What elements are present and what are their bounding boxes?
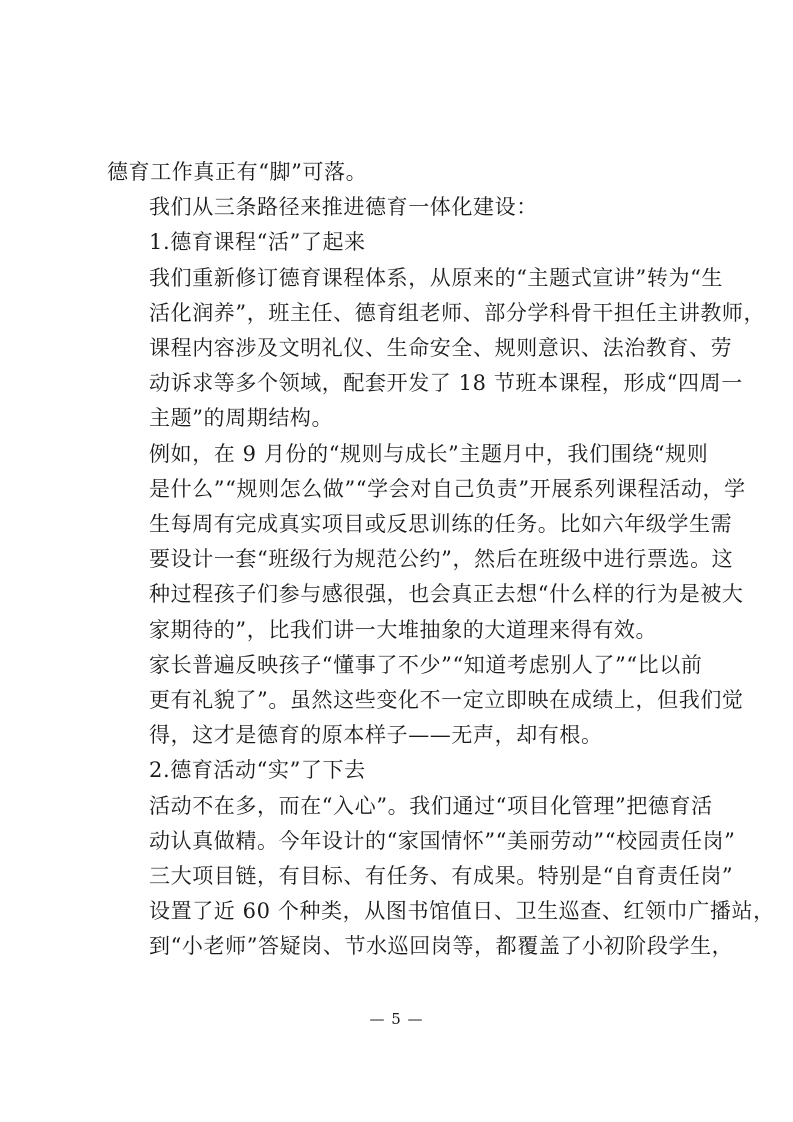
document-body — [107, 155, 775, 965]
text-line: 例如，在 9 月份的“规则与成长”主题月中，我们围绕“规则 — [149, 441, 709, 466]
text-line: 主题”的周期结构。 — [149, 406, 334, 431]
text-line: 种过程孩子们参与感很强，也会真正去想“什么样的行为是被大 — [149, 582, 744, 607]
paragraph — [107, 261, 766, 437]
text-line: 到“小老师”答疑岗、节水巡回岗等，都覆盖了小初阶段学生， — [149, 934, 734, 959]
paragraph — [107, 648, 744, 754]
text-line: 我们从三条路径来推进德育一体化建设： — [149, 195, 538, 220]
text-line: 生每周有完成真实项目或反思训练的任务。比如六年级学生需 — [149, 512, 733, 537]
paragraph — [107, 155, 692, 190]
text-line: 课程内容涉及文明礼仪、生命安全、规则意识、法治教育、劳 — [149, 336, 733, 361]
text-line: 是什么”“规则怎么做”“学会对自己负责”开展系列课程活动，学 — [149, 476, 746, 501]
text-line: 动认真做精。今年设计的“家国情怀”“美丽劳动”“校园责任岗” — [149, 828, 736, 853]
page-number: — 5 — — [369, 1010, 424, 1028]
text-line: 家期待的”，比我们讲一大堆抽象的大道理来得有效。 — [149, 617, 658, 642]
text-line: 2.德育活动“实”了下去 — [149, 758, 366, 783]
text-line: 要设计一套“班级行为规范公约”，然后在班级中进行票选。这 — [149, 547, 734, 572]
text-line: 1.德育课程“活”了起来 — [149, 230, 366, 255]
text-line: 家长普遍反映孩子“懂事了不少”“知道考虑别人了”“比以前 — [149, 652, 703, 677]
paragraph — [107, 789, 775, 965]
paragraph — [107, 437, 746, 648]
paragraph — [107, 190, 692, 225]
text-line: 活化润养”，班主任、德育组老师、部分学科骨干担任主讲教师， — [149, 300, 766, 325]
paragraph — [107, 225, 692, 260]
text-line: 我们重新修订德育课程体系，从原来的“主题式宣讲”转为“生 — [149, 265, 724, 290]
text-line: 设置了近 60 个种类，从图书馆值日、卫生巡查、红领巾广播站， — [149, 899, 775, 924]
text-line: 德育工作真正有“脚”可落。 — [107, 160, 368, 184]
paragraph — [107, 753, 692, 788]
text-line: 动诉求等多个领域，配套开发了 18 节班本课程，形成“四周一 — [149, 371, 743, 396]
text-line: 三大项目链，有目标、有任务、有成果。特别是“自育责任岗” — [149, 864, 734, 889]
text-line: 活动不在多，而在“入心”。我们通过“项目化管理”把德育活 — [149, 793, 713, 818]
text-line: 更有礼貌了”。虽然这些变化不一定立即映在成绩上，但我们觉 — [149, 688, 744, 713]
text-line: 得，这才是德育的原本样子——无声，却有根。 — [149, 723, 603, 748]
